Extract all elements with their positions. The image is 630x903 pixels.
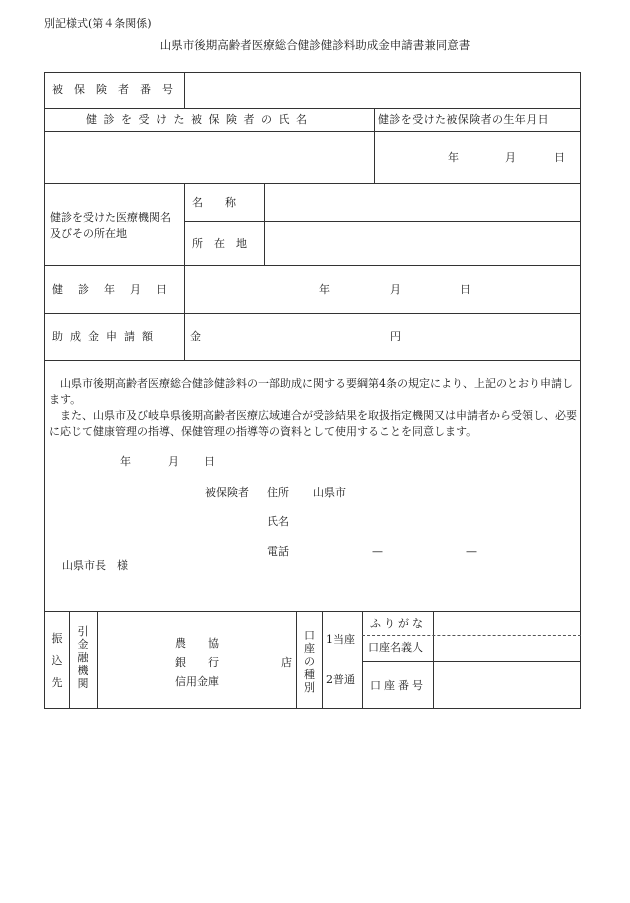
exam-year: 年 [319,283,330,296]
dob-month: 月 [505,151,516,164]
exam-month: 月 [390,283,401,296]
account-number-field[interactable] [435,663,579,706]
institution-label-1: 健診を受けた医療機関名 [50,211,171,224]
furigana-field[interactable] [435,613,579,633]
dob-year: 年 [448,151,459,164]
exam-date-label: 健診年月日 [52,283,182,296]
bank-ginko: 銀 行 [175,656,219,669]
bank-nokyo: 農 協 [175,637,219,650]
date-year: 年 [120,455,131,468]
account-type-savings[interactable]: 2普通 [326,673,355,686]
phone-label: 電話 [267,545,289,558]
amount-prefix: 金 [190,330,201,343]
bank-shinkin: 信用金庫 [175,675,219,688]
city-name: 山県市 [313,486,346,499]
amount-unit: 円 [390,330,401,343]
examinee-name-field[interactable] [46,133,372,181]
insured-number-field[interactable] [186,74,578,106]
examinee-name-label: 健診を受けた被保険者の氏名 [86,113,314,126]
application-paragraph: 山県市後期高齢者医療総合健診健診料の一部助成に関する要綱第4条の規定により、上記のとおり申請します。 [49,377,573,406]
institution-address-label: 所 在 地 [192,237,247,250]
examinee-dob-label: 健診を受けた被保険者の生年月日 [378,113,549,126]
branch-label: 店 [281,656,292,669]
amount-field[interactable] [205,317,380,357]
insured-label: 被保険者 [205,486,249,499]
exam-day: 日 [460,283,471,296]
bank-name-field[interactable] [100,614,170,704]
financial-institution-label: 引 金 融 機 関 [77,625,89,690]
dob-day: 日 [554,151,565,164]
transfer-destination-label: 振 込 先 [51,632,63,689]
insured-number-label: 被保険者番号 [52,83,184,96]
phone-dash-2: — [466,545,477,558]
amount-label: 助成金申請額 [52,330,160,343]
page-title: 山県市後期高齢者医療総合健診健診料助成金申請書兼同意書 [159,38,471,52]
account-holder-field[interactable] [435,637,579,659]
date-month: 月 [168,455,179,468]
date-day: 日 [204,455,215,468]
consent-paragraph: また、山県市及び岐阜県後期高齢者医療広域連合が受診結果を取扱指定機関又は申請者から受領し、必要に応じて健康管理の指導、保健管理の指導等の資料として使用することを同意します。 [49,409,577,438]
form-number: 別記様式(第４条関係) [44,17,152,30]
addressee: 山県市長 様 [62,559,128,572]
account-type-current[interactable]: 1当座 [326,633,355,646]
institution-name-label: 名 称 [192,196,236,209]
account-holder-label: 口座名義人 [368,641,423,654]
institution-address-field[interactable] [266,223,578,263]
phone-dash-1: — [372,545,383,558]
address-label: 住所 [267,486,289,499]
institution-label-2: 及びその所在地 [50,227,127,240]
furigana-label: ふりがな [370,617,426,630]
account-number-label: 口座番号 [370,679,426,692]
account-type-label: 口 座 の 種 別 [304,629,315,694]
name-label: 氏名 [267,515,289,528]
institution-name-field[interactable] [266,185,578,219]
